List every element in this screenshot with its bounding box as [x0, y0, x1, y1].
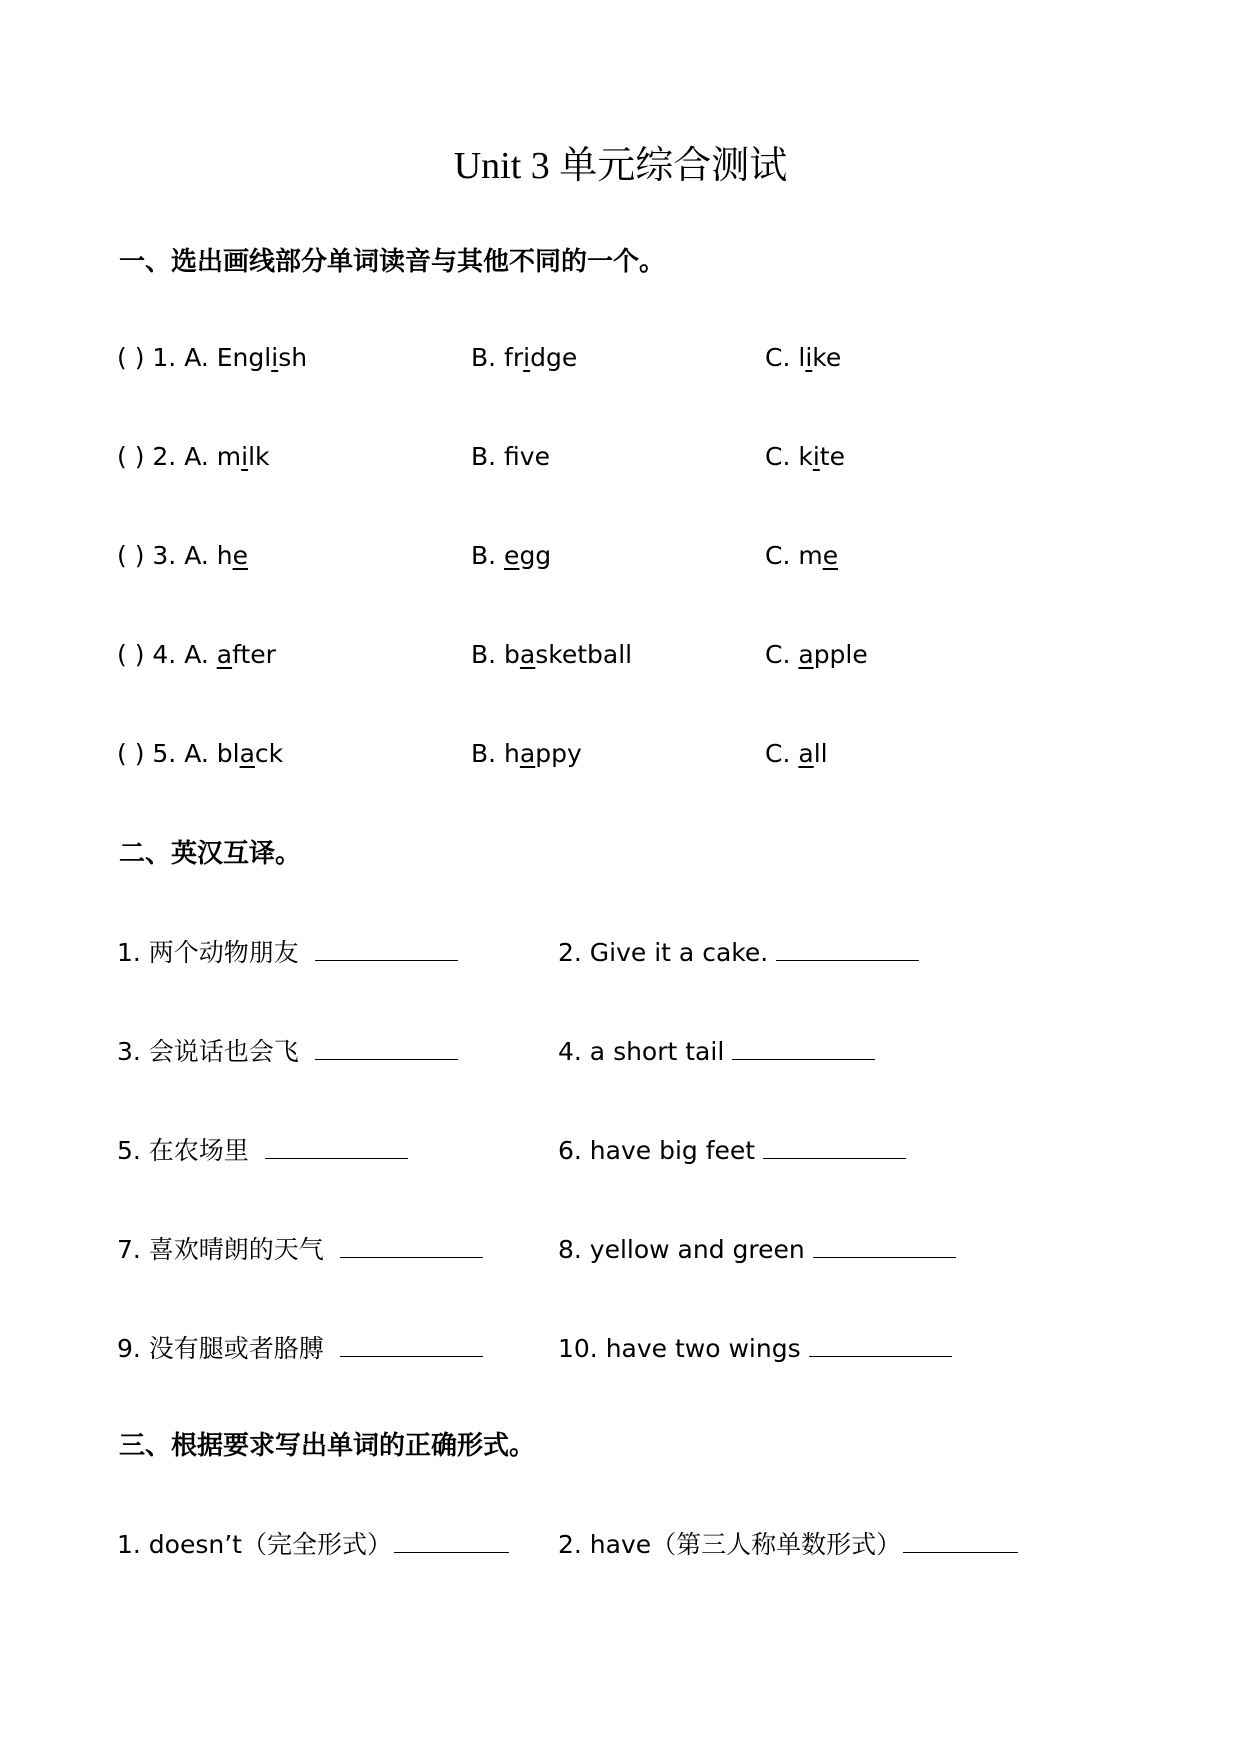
section-2-heading: 二、英汉互译。 [119, 839, 302, 869]
translation-item [117, 1329, 483, 1367]
section-3-heading: 三、根据要求写出单词的正确形式。 [119, 1431, 536, 1461]
question-option-b [471, 538, 551, 574]
word-part: ppy [535, 739, 582, 768]
word-part: ll [813, 739, 828, 768]
underlined-letter: i [523, 343, 531, 372]
option-label: B. [471, 541, 505, 570]
word-part: ck [254, 739, 284, 768]
translation-prompt: 7. 喜欢晴朗的天气 [117, 1235, 332, 1264]
translation-prompt: 5. 在农场里 [117, 1136, 257, 1165]
word-part: pple [813, 640, 868, 669]
answer-blank[interactable] [813, 1230, 956, 1258]
word-part: m [798, 541, 823, 570]
word-part: lk [248, 442, 270, 471]
underlined-letter: e [822, 541, 839, 570]
translation-prompt: 3. 会说话也会飞 [117, 1037, 307, 1066]
word-part: fter [232, 640, 276, 669]
word-part: dge [530, 343, 578, 372]
underlined-letter: i [271, 343, 279, 372]
word-part: h [504, 739, 520, 768]
answer-blank[interactable] [809, 1329, 952, 1357]
question-option-c [765, 736, 828, 772]
option-label: B. [471, 739, 505, 768]
option-label: C. [765, 739, 799, 768]
option-label: C. [765, 442, 799, 471]
word-part: ve [519, 442, 550, 471]
option-label: C. [765, 343, 799, 372]
word-part: b [504, 640, 520, 669]
answer-blank[interactable] [265, 1131, 408, 1159]
underlined-letter: a [216, 640, 233, 669]
word-part: sketball [535, 640, 633, 669]
underlined-letter: i [241, 442, 249, 471]
option-label: B. [471, 640, 505, 669]
answer-blank[interactable] [776, 933, 919, 961]
word-part: sh [278, 343, 308, 372]
underlined-letter: a [519, 640, 536, 669]
translation-prompt: 2. Give it a cake. [558, 938, 769, 967]
underlined-letter: a [798, 739, 814, 768]
translation-prompt: 10. have two wings [558, 1334, 801, 1363]
word-part: Engl [216, 343, 272, 372]
translation-item [117, 1032, 458, 1070]
translation-item [558, 1230, 956, 1268]
word-part: ke [812, 343, 842, 372]
answer-blank[interactable] [315, 1032, 458, 1060]
translation-item [558, 1131, 906, 1169]
word-form-prompt: 2. have（第三人称单数形式） [558, 1530, 902, 1559]
translation-item [117, 1230, 483, 1268]
answer-blank[interactable] [903, 1525, 1018, 1553]
word-part: fr [504, 343, 524, 372]
question-number: ( ) 3. A. [117, 541, 217, 570]
question-option-c [765, 637, 868, 673]
translation-prompt: 9. 没有腿或者胳膊 [117, 1334, 332, 1363]
word-form-prompt: 1. doesn’t（完全形式） [117, 1530, 392, 1559]
translation-item [558, 1032, 875, 1070]
word-part: f [504, 442, 520, 471]
question-option-a [117, 439, 270, 475]
question-option-b [471, 637, 632, 673]
page-title: Unit 3 单元综合测试 [453, 145, 788, 187]
option-label: B. [471, 343, 505, 372]
question-option-c [765, 439, 845, 475]
underlined-letter: e [504, 541, 520, 570]
translation-prompt: 6. have big feet [558, 1136, 756, 1165]
option-label: C. [765, 640, 799, 669]
question-number: ( ) 2. A. [117, 442, 217, 471]
underlined-letter: a [239, 739, 255, 768]
word-part: m [216, 442, 242, 471]
translation-prompt: 4. a short tail [558, 1037, 725, 1066]
option-label: C. [765, 541, 799, 570]
word-part: l [798, 343, 806, 372]
underlined-letter: a [519, 739, 536, 768]
question-option-a [117, 340, 307, 376]
question-option-a [117, 538, 248, 574]
question-number: ( ) 4. A. [117, 640, 217, 669]
word-part: k [798, 442, 813, 471]
word-part: gg [519, 541, 552, 570]
translation-item [117, 1131, 408, 1169]
word-part: h [216, 541, 233, 570]
translation-prompt: 1. 两个动物朋友 [117, 938, 307, 967]
word-part: te [819, 442, 845, 471]
translation-item [558, 1329, 952, 1367]
answer-blank[interactable] [732, 1032, 875, 1060]
translation-item [558, 933, 919, 971]
underlined-letter: e [232, 541, 249, 570]
word-form-item [117, 1525, 509, 1563]
question-option-b [471, 340, 577, 376]
translation-prompt: 8. yellow and green [558, 1235, 805, 1264]
question-option-b [471, 736, 582, 772]
answer-blank[interactable] [340, 1329, 483, 1357]
underlined-letter: a [798, 640, 814, 669]
answer-blank[interactable] [763, 1131, 906, 1159]
question-option-a [117, 637, 276, 673]
answer-blank[interactable] [394, 1525, 509, 1553]
section-1-heading: 一、选出画线部分单词读音与其他不同的一个。 [119, 247, 666, 277]
answer-blank[interactable] [340, 1230, 483, 1258]
word-form-item [558, 1525, 1018, 1563]
question-option-a [117, 736, 283, 772]
question-number: ( ) 1. A. [117, 343, 217, 372]
answer-blank[interactable] [315, 933, 458, 961]
word-part: bl [216, 739, 240, 768]
translation-item [117, 933, 458, 971]
question-option-c [765, 340, 841, 376]
option-label: B. [471, 442, 505, 471]
underlined-letter: i [812, 442, 820, 471]
question-option-c [765, 538, 838, 574]
question-option-b [471, 439, 550, 475]
question-number: ( ) 5. A. [117, 739, 217, 768]
underlined-letter: i [805, 343, 813, 372]
